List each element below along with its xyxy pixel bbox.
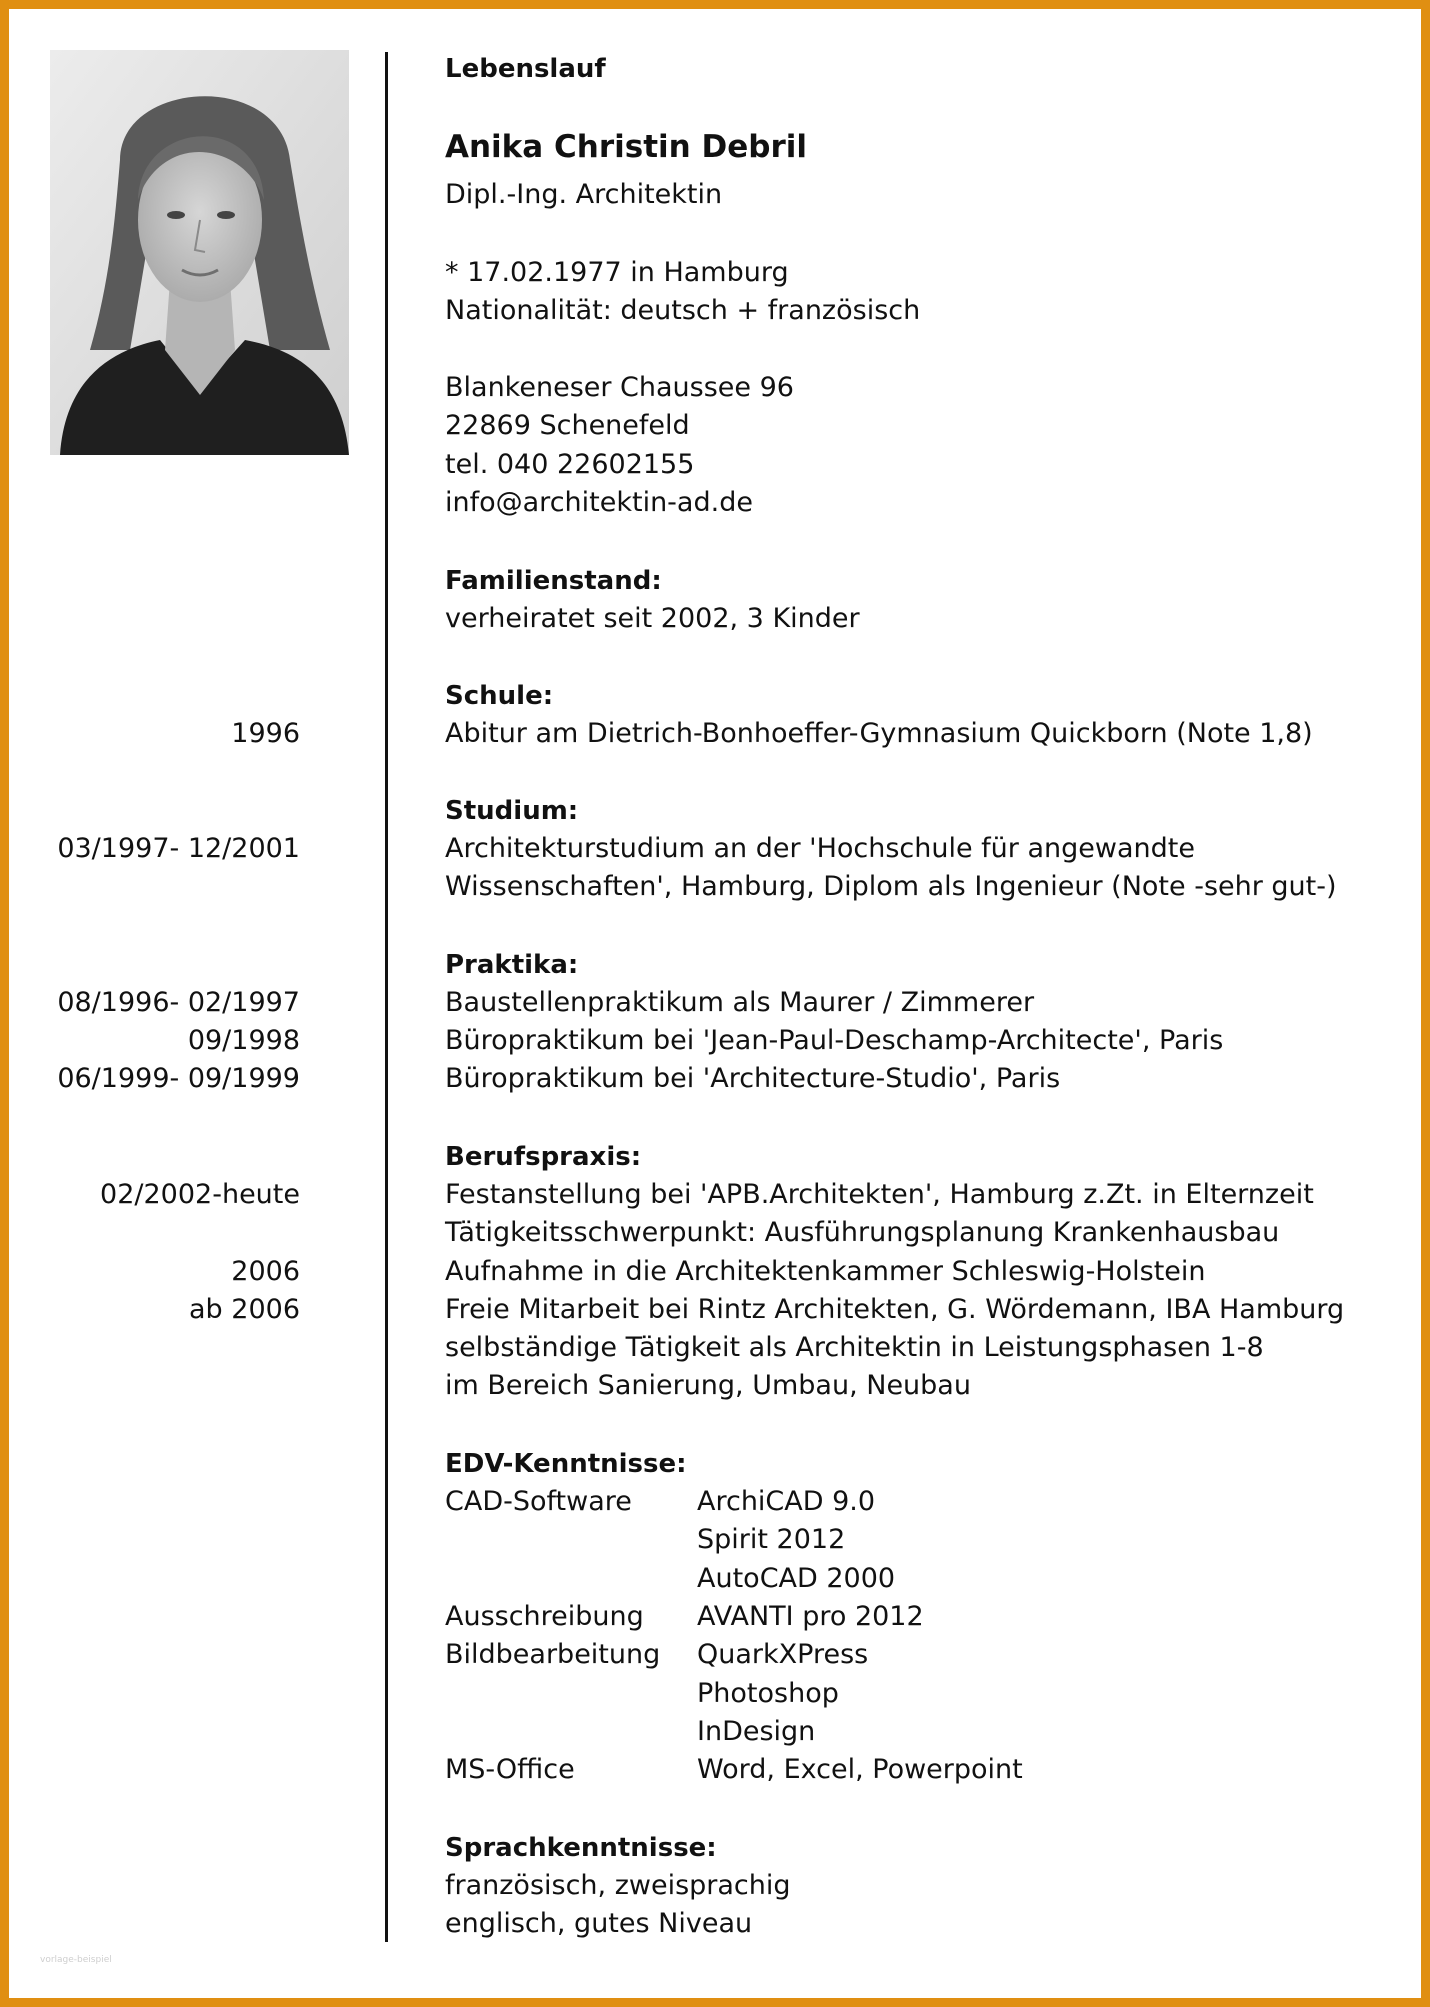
it-skill-value: Photoshop	[697, 1678, 839, 1709]
career-heading: Berufspraxis:	[445, 1142, 642, 1172]
school-date: 1996	[231, 718, 300, 749]
language-item: französisch, zweisprachig	[445, 1870, 791, 1901]
career-text: im Bereich Sanierung, Umbau, Neubau	[445, 1370, 971, 1401]
career-date: 2006	[231, 1256, 300, 1287]
it-skill-value: InDesign	[697, 1716, 816, 1747]
address-street: Blankeneser Chaussee 96	[445, 372, 794, 403]
birth-info: * 17.02.1977 in Hamburg	[445, 257, 789, 288]
career-text: Festanstellung bei 'APB.Architekten', Hamburg z.Zt. in Elternzeit	[445, 1179, 1314, 1210]
vertical-divider	[385, 52, 388, 1942]
it-skill-value: AutoCAD 2000	[697, 1563, 896, 1594]
it-skill-value: Word, Excel, Powerpoint	[697, 1754, 1023, 1785]
studies-heading: Studium:	[445, 796, 579, 826]
internship-date: 08/1996- 02/1997	[57, 987, 300, 1018]
it-skill-category: Bildbearbeitung	[445, 1639, 661, 1670]
school-text: Abitur am Dietrich-Bonhoeffer-Gymnasium Quickborn (Note 1,8)	[445, 718, 1313, 749]
nationality: Nationalität: deutsch + französisch	[445, 295, 921, 326]
address-phone: tel. 040 22602155	[445, 449, 695, 480]
profession: Dipl.-Ing. Architektin	[445, 179, 723, 210]
address-email: info@architektin-ad.de	[445, 487, 753, 518]
internship-text: Baustellenpraktikum als Maurer / Zimmerer	[445, 987, 1035, 1018]
it-skill-value: Spirit 2012	[697, 1524, 846, 1555]
family-text: verheiratet seit 2002, 3 Kinder	[445, 603, 860, 634]
it-skill-value: QuarkXPress	[697, 1639, 869, 1670]
internship-text: Büropraktikum bei 'Architecture-Studio', Paris	[445, 1063, 1061, 1094]
studies-line: Wissenschaften', Hamburg, Diplom als Ingenieur (Note -sehr gut-)	[445, 871, 1337, 902]
it-skill-category: CAD-Software	[445, 1486, 632, 1517]
internship-text: Büropraktikum bei 'Jean-Paul-Deschamp-Architecte', Paris	[445, 1025, 1224, 1056]
career-text: Aufnahme in die Architektenkammer Schleswig-Holstein	[445, 1256, 1206, 1287]
career-date: ab 2006	[189, 1294, 300, 1325]
career-date: 02/2002-heute	[100, 1179, 300, 1210]
person-name: Anika Christin Debril	[445, 129, 807, 165]
career-text: Freie Mitarbeit bei Rintz Architekten, G. Wördemann, IBA Hamburg	[445, 1294, 1345, 1325]
it-skill-value: ArchiCAD 9.0	[697, 1486, 876, 1517]
languages-heading: Sprachkenntnisse:	[445, 1833, 717, 1863]
it-skill-category: MS-Office	[445, 1754, 575, 1785]
internships-heading: Praktika:	[445, 950, 579, 980]
it-skill-category: Ausschreibung	[445, 1601, 644, 1632]
address-city: 22869 Schenefeld	[445, 410, 690, 441]
school-heading: Schule:	[445, 681, 554, 711]
career-text: Tätigkeitsschwerpunkt: Ausführungsplanung Krankenhausbau	[445, 1217, 1280, 1248]
language-item: englisch, gutes Niveau	[445, 1908, 753, 1939]
portrait-photo	[50, 50, 349, 455]
studies-line: Architekturstudium an der 'Hochschule für angewandte	[445, 833, 1195, 864]
internship-date: 09/1998	[187, 1025, 300, 1056]
watermark-text: vorlage-beispiel	[40, 1955, 112, 1965]
internship-date: 06/1999- 09/1999	[57, 1063, 300, 1094]
document-title: Lebenslauf	[445, 54, 606, 84]
career-text: selbständige Tätigkeit als Architektin in Leistungsphasen 1-8	[445, 1332, 1264, 1363]
studies-date: 03/1997- 12/2001	[57, 833, 300, 864]
it-skill-value: AVANTI pro 2012	[697, 1601, 924, 1632]
it-skills-heading: EDV-Kenntnisse:	[445, 1449, 687, 1479]
family-heading: Familienstand:	[445, 566, 662, 596]
portrait-image	[50, 50, 349, 455]
